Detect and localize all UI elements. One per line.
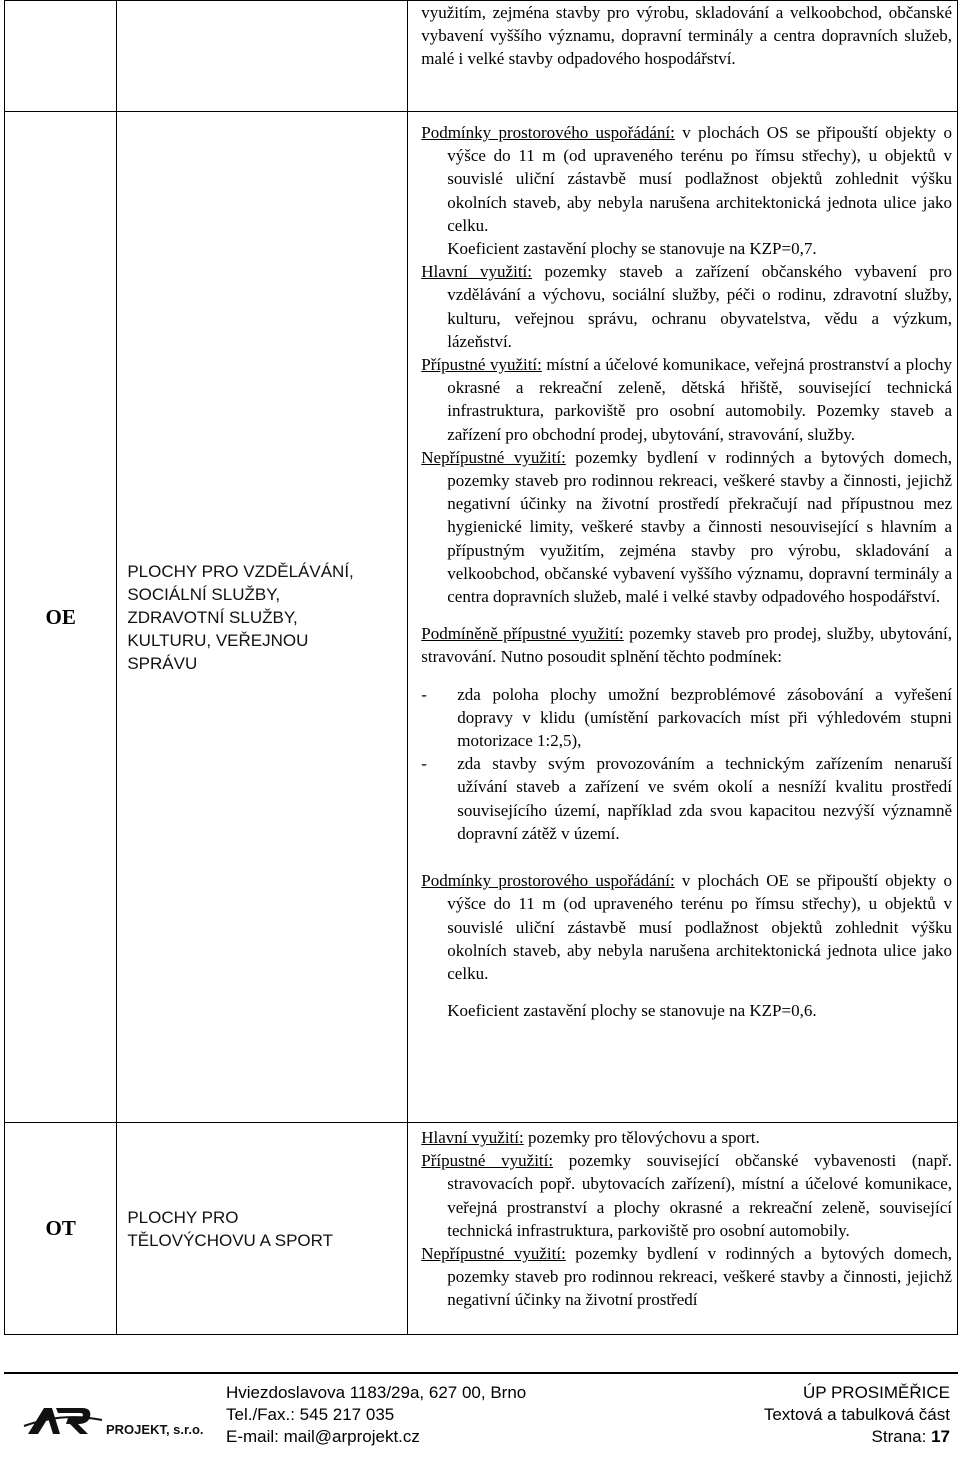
logo-text: PROJEKT, s.r.o. <box>106 1422 204 1437</box>
space-conditions-oe: Podmínky prostorového uspořádání: v plochách OE se připouští objekty o výšce do 11 m (od upraveného terénu po římsu střechy), u objektů v souvislé uliční zástavbě musí podlažnost objektů zohlednit výšku okolních staveb, aby nebyla narušena architektonická jednota ulice jako celku. <box>421 871 953 983</box>
allowed-use: Přípustné využití: pozemky související občanské vybavenosti (např. stravovacích popř. ubytovacích zařízení), místní a účelové komunikace, veřejná prostranství a plochy okrasné a rekreační zeleně, související technická infrastruktura, parkoviště pro osobní automobily. <box>421 1151 952 1240</box>
table-row-ot <box>5 1123 958 1335</box>
conditional-use: Podmíněně přípustné využití: pozemky staveb pro prodej, služby, ubytování, stravování. Nutno posoudit splnění těchto podmínek: <box>421 624 952 667</box>
regulation-table <box>4 0 958 1335</box>
text-cell <box>408 112 958 1123</box>
paragraph: využitím, zejména stavby pro výrobu, skladování a velkoobchod, občanské vybavení vyššího významu, dopravní terminály a centra dopravních služeb, malé i velké stavby odpadového hospodářství. <box>421 3 952 69</box>
zone-code-ot: OT <box>5 1123 117 1335</box>
text-cell <box>408 1123 958 1335</box>
email-line: E-mail: mail@arprojekt.cz <box>226 1427 420 1446</box>
code-cell <box>5 1 117 112</box>
text-cell <box>408 1 958 112</box>
kzp-os: Koeficient zastavění plochy se stanovuje na KZP=0,7. <box>447 239 817 259</box>
space-conditions-os: Podmínky prostorového uspořádání: v plochách OS se připouští objekty o výšce do 11 m (od upraveného terénu po římsu střechy), u objektů v souvislé uliční zástavbě musí podlažnost objektů zohlednit výšku okolních staveb, aby nebyla narušena architektonická jednota ulice jako celku. <box>421 123 952 235</box>
main-use: Hlavní využití: pozemky staveb a zařízení občanského vybavení pro vzdělávání a výchovu, sociální služby, péči o rodinu, zdravotní služby, kulturu, veřejnou správu, ochranu obyvatelstva, vědu a výzkum, lázeňství. <box>421 262 952 351</box>
address-line: Hviezdoslavova 1183/29a, 627 00, Brno <box>226 1383 527 1402</box>
page-footer <box>4 1372 958 1454</box>
zone-name-line: PLOCHY PRO <box>127 1207 239 1227</box>
zone-name-line: PLOCHY PRO VZDĚLÁVÁNÍ, <box>127 561 354 581</box>
list-item: - zda stavby svým provozováním a technickým zařízením nenaruší užívání staveb a zařízení ve svém okolí a nesníží kvalitu prostředí souvisejícího území, například zda svou kapacitou nezvýší významně dopravní zátěž v území. <box>421 754 952 843</box>
zone-name-oe <box>117 112 408 1123</box>
forbidden-use: Nepřípustné využití: pozemky bydlení v rodinných a bytových domech, pozemky staveb pro rodinnou rekreaci, veškeré stavby a činnosti, jejichž negativní účinky na životní prostředí <box>421 1244 952 1310</box>
zone-name-line: TĚLOVÝCHOVU A SPORT <box>127 1230 333 1250</box>
table-row-continuation <box>5 1 958 112</box>
ar-projekt-logo <box>22 1404 212 1438</box>
kzp-oe: Koeficient zastavění plochy se stanovuje na KZP=0,6. <box>447 1001 817 1021</box>
list-item: - zda poloha plochy umožní bezproblémové zásobování a vyřešení dopravy v klidu (umístění parkovacích míst při výhledovém stupni motorizace 1:2,5), <box>421 684 952 751</box>
project-name: ÚP PROSIMĚŘICE <box>802 1383 950 1402</box>
table-row-oe <box>5 112 958 1123</box>
zone-name-line: SOCIÁLNÍ SLUŽBY, <box>127 584 281 604</box>
document-part: Textová a tabulková část <box>763 1405 950 1424</box>
main-use: Hlavní využití: pozemky pro tělovýchovu a sport. <box>421 1128 760 1147</box>
zone-code-oe: OE <box>5 112 117 1123</box>
allowed-use: Přípustné využití: místní a účelové komunikace, veřejná prostranství a plochy okrasné a rekreační zeleně, dětská hřiště, související technická infrastruktura, parkoviště pro osobní automobily. Pozemky staveb a zařízení pro obchodní prodej, ubytování, stravování, služby. <box>421 355 952 444</box>
name-cell <box>117 1 408 112</box>
page-number: 17 <box>931 1427 950 1446</box>
forbidden-use: Nepřípustné využití: pozemky bydlení v rodinných a bytových domech, pozemky staveb pro rodinnou rekreaci, veškeré stavby a činnosti, jejichž negativní účinky na životní prostředí překračují nad přípustnou mez hygienické limity, veškeré stavby a činnosti nesouvisející s hlavním a přípustným využitím, zejména stavby pro výrobu, skladování a velkoobchod, občanské vybavení vyššího významu, dopravní terminály a centra dopravních služeb, malé i velké stavby odpadového hospodářství. <box>421 447 952 607</box>
zone-name-line: SPRÁVU <box>127 653 198 673</box>
zone-name-ot <box>117 1123 408 1335</box>
company-address <box>226 1382 526 1448</box>
page-indicator: Strana: 17 <box>871 1427 950 1446</box>
phone-line: Tel./Fax.: 545 217 035 <box>226 1405 395 1424</box>
document-info <box>764 1382 950 1448</box>
zone-name-line: ZDRAVOTNÍ SLUŽBY, <box>127 607 298 627</box>
zone-name-line: KULTURU, VEŘEJNOU <box>127 630 309 650</box>
